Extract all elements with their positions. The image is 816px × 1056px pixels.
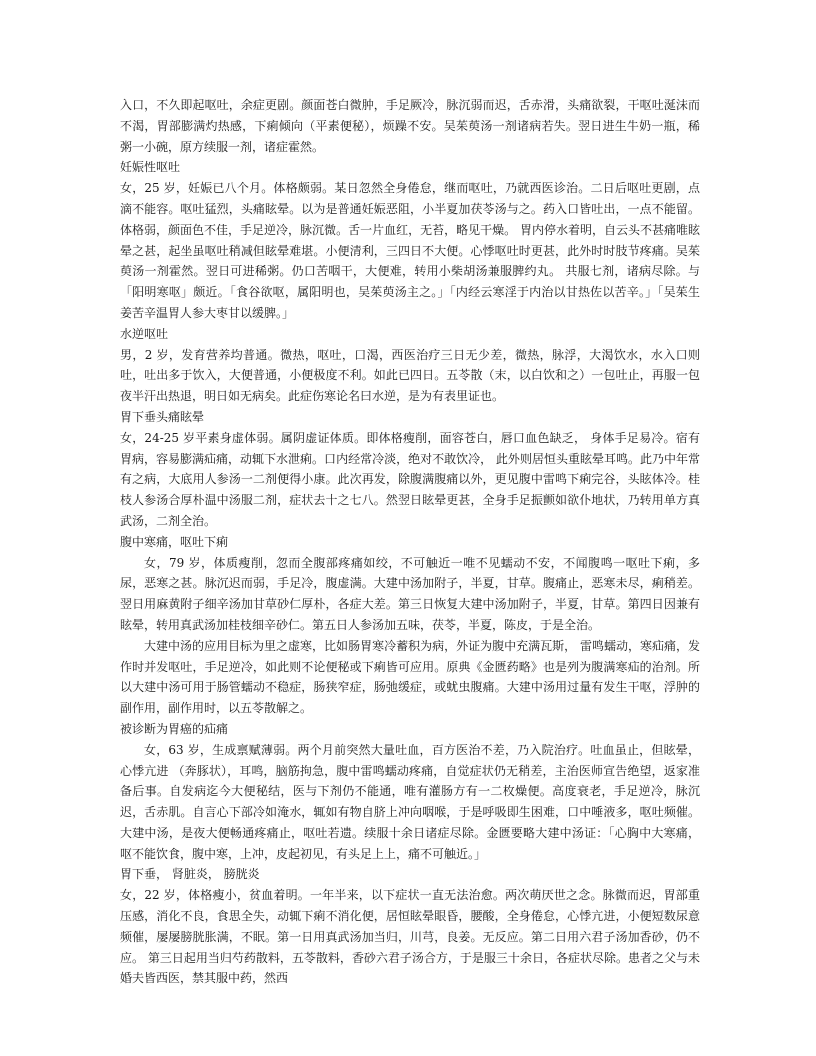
section-heading-water-reversal-vomiting: 水逆呕吐: [120, 326, 169, 341]
section-heading-gastroptosis-headache: 胃下垂头痛眩晕: [120, 409, 205, 424]
section-heading-gastric-cancer-colic: 被诊断为胃癌的疝痛: [120, 721, 229, 736]
case-continuation-paragraph: 入口，不久即起呕吐，余症更剧。颜面苍白微肿，手足厥冷，脉沉弱而迟，舌赤滑，头痛欲裂，干呕吐涎沫而不渴，胃部膨满灼热感，下痢倾向（平素便秘），烦躁不安。吴茱萸汤一剂诸病若失。翌日进生牛奶一瓶，稀粥一小碗，原方续服一剂，诸症霍然。: [120, 98, 700, 154]
section-heading-pregnancy-vomiting: 妊娠性呕吐: [120, 160, 181, 175]
case-paragraph-abdominal-cold-pain: 女，79 岁，体质瘦削，忽而全腹部疼痛如绞，不可触近一唯不见蠕动不安，不闻腹鸣一呕吐下痢，多尿，恶寒之甚。脉沉迟而弱，手足冷，腹虚满。大建中汤加附子，半夏，甘草。腹痛止，恶寒未尽，痢稍差。翌日用麻黄附子细辛汤加甘草砂仁厚朴，各症大差。第三日恢复大建中汤加附子，半夏，甘草。第四日因兼有眩晕，转用真武汤加桂枝细辛砂仁。第五日人参汤加五味，茯苓，半夏，陈皮，于是全治。: [120, 555, 700, 632]
commentary-paragraph-dajianzhong: 大建中汤的应用目标为里之虚寒，比如肠胃寒冷蓄积为病，外证为腹中充满瓦斯， 雷鸣蠕动，寒疝痛，发作时并发呕吐，手足逆冷，如此则不论便秘或下痢皆可应用。原典《金匮药略》也是列为腹满寒疝的治剂。所以大建中汤可用于肠管蠕动不稳症，肠狭窄症，肠弛缓症，或蚘虫腹痛。大建中汤用过量有发生干呕，浮肿的副作用，副作用时，以五苓散解之。: [120, 638, 700, 716]
case-paragraph-pregnancy-vomiting: 女，25 岁，妊娠已八个月。体格颇弱。某日忽然全身倦怠，继而呕吐，乃就西医诊治。二日后呕吐更剧，点滴不能容。呕吐猛烈，头痛眩晕。以为是普通妊娠恶阻，小半夏加茯苓汤与之。药入口皆吐出，一点不能留。体格弱，颜面色不佳，手足逆冷，脉沉微。舌一片血红，无苔，略见干燥。 胃内停水着明，自云头不甚痛唯眩晕之甚，起坐虽呕吐稍减但眩晕难堪。小便清利，三四日不大便。心悸呕吐时更甚，此外时时肢节疼痛。吴茱萸汤一剂霍然。翌日可进稀粥。仍口苦咽干，大便难，转用小柴胡汤兼服脾约丸。 共服七剂，诸病尽除。与「阳明寒呕」颇近。「食谷欲呕，属阳明也，吴茱萸汤主之。」「内经云寒淫于内治以甘热佐以苦辛。」「吴茱生姜苦辛温胃人参大枣甘以缓脾。」: [120, 181, 700, 320]
section-heading-gastroptosis-nephritis-cystitis: 胃下垂， 肾脏炎， 膀胱炎: [120, 867, 260, 882]
case-paragraph-gastroptosis-headache: 女，24-25 岁平素身虚体弱。属阴虚证体质。即体格瘦削，面容苍白，唇口血色缺乏， 身体手足易冷。宿有胃病，容易膨满疝痛，动辄下水泄痢。口内经常冷淡，绝对不敢饮冷， 此外则居恒头重眩晕耳鸣。此乃中年常有之病，大底用人参汤一二剂便得小康。此次再发，除腹满腹痛以外，更见腹中雷鸣下痢完谷，头眩体冷。桂枝人参汤合厚朴温中汤服二剂，症状去十之七八。然翌日眩晕更甚，全身手足振颤如欲仆地状，乃转用单方真武汤，二剂全治。: [120, 430, 700, 528]
case-paragraph-water-reversal-vomiting: 男，2 岁，发育营养均普通。微热，呕吐，口渴，西医治疗三日无少差，微热，脉浮，大渴饮水，水入口则吐，吐出多于饮入，大便普通，小便极度不利。如此已四日。五苓散（末，以白饮和之）一包吐止，再服一包夜半汗出热退，明日如无病矣。此症伤寒论名曰水逆，是为有表里证也。: [120, 347, 700, 404]
document-page: [120, 95, 700, 989]
case-paragraph-gastroptosis-nephritis-cystitis: 女，22 岁，体格瘦小，贫血着明。一年半来，以下症状一直无法治愈。两次萌厌世之念。脉微而迟，胃部重压感，消化不良，食思全失，动辄下痢不消化便，居恒眩晕眼昏，腰酸，全身倦怠，心悸亢进，小便短数尿意频催，屡屡膀胱胀满，不眠。第一日用真武汤加当归，川芎，良姜。无反应。第二日用六君子汤加香砂，仍不应。 第三日起用当归芍药散料，五苓散料，香砂六君子汤合方，于是服三十余日，各症状尽除。患者之父与未婚夫皆西医，禁其服中药，然西: [120, 888, 700, 986]
section-heading-abdominal-cold-pain: 腹中寒痛，呕吐下痢: [120, 534, 229, 549]
case-paragraph-gastric-cancer-colic: 女，63 岁，生成禀赋薄弱。两个月前突然大量吐血，百方医治不差，乃入院治疗。吐血虽止，但眩晕，心悸亢进 （奔豚状），耳鸣，脑筋拘急，腹中雷鸣蠕动疼痛，自觉症状仍无稍差，主治医师宣告绝望，返家准备后事。自发病迄今大便秘结，医与下剂仍不能通，唯有灌肠方有一二枚燥便。高度衰老，手足逆冷，脉沉迟，舌赤肌。自言心下部冷如淹水，辄如有物自脐上冲向咽喉，于是呼吸即生困难，口中唾液多，呕吐频催。大建中汤，是夜大便畅通疼痛止，呕吐若遗。续服十余日诸症尽除。金匮要略大建中汤证：「心胸中大寒痛，呕不能饮食，腹中寒，上冲，皮起初见，有头足上上，痛不可触近。」: [120, 742, 700, 861]
